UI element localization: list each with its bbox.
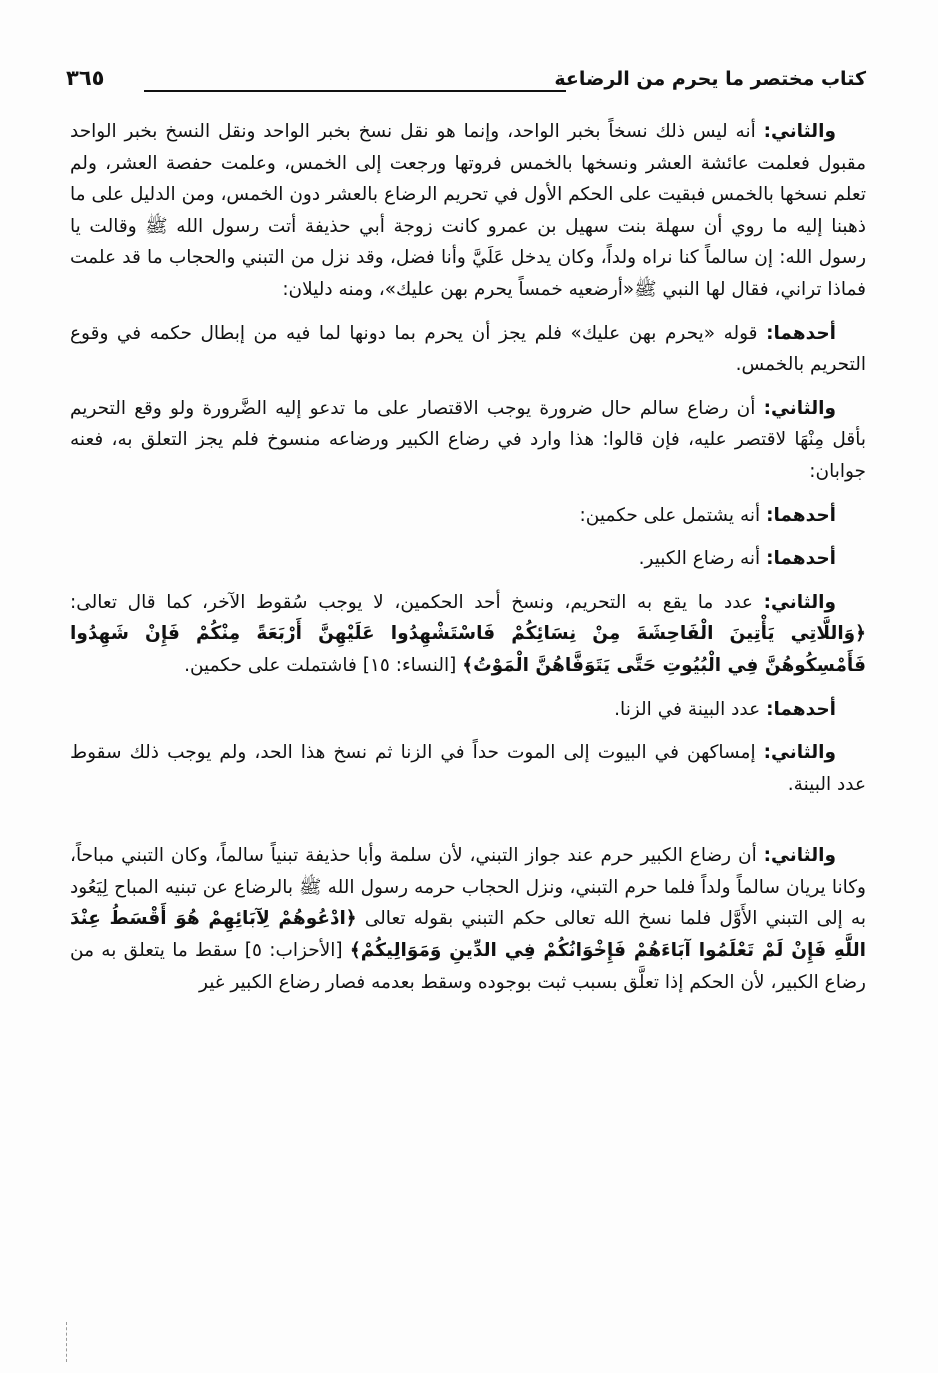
paragraph-lead: والثاني: [763,121,836,142]
paragraph-6 [70,587,866,682]
quran-verse: ﴿وَاللَّاتِي يَأْتِينَ الْفَاحِشَةَ مِنْ نِسَائِكُمْ فَاسْتَشْهِدُوا عَلَيْهِنَّ أَرْبَعَةً مِنْكُمْ فَإِنْ شَهِدُوا فَأَمْسِكُوهُنَّ فِي الْبُيُوتِ حَتَّى يَتَوَفَّاهُنَّ الْمَوْتُ﴾ [70,623,866,676]
scan-margin-mark [66,1322,69,1362]
verse-citation: [النساء: ١٥] فاشتملت على حكمين. [184,654,457,676]
paragraph-text: أنه يشتمل على حكمين: [579,504,761,526]
paragraph-lead: أحدهما: [766,548,836,570]
paragraph-8 [70,737,866,800]
paragraph-text: أنه رضاع الكبير. [638,548,761,570]
paragraph-text: إمساكهن في البيوت إلى الموت حداً في الزنا ثم نسخ هذا الحد، ولم يوجب ذلك سقوط عدد البينة. [70,742,866,795]
quran-verse: ﴿ادْعُوهُمْ لِآبَائِهِمْ هُوَ أَقْسَطُ عِنْدَ اللَّهِ فَإِنْ لَمْ تَعْلَمُوا آبَاءَهُمْ فَإِخْوَانُكُمْ فِي الدِّينِ وَمَوَالِيكُمْ﴾ [70,908,866,962]
paragraph-lead: والثاني: [763,742,836,764]
paragraph-text: أنه ليس ذلك نسخاً بخبر الواحد، وإنما هو نقل نسخ بخبر الواحد ونقل النسخ بخبر الواحد مقبول فعلمت عائشة العشر ونسخها بالخمس فروتها ورجعت إلى الخمس، وعلمت حفصة العشر، ولم تعلم نسخها بالخمس فبقيت على الحكم الأول في تحريم الرضاع بالعشر دون الخمس، ومن الدليل على ما ذهبنا إليه ما روي أن سهلة بنت سهيل بن عمرو كانت زوجة أبي حذيفة أتت رسول الله ﷺ وقالت يا رسول الله: إن سالماً كنا نراه ولداً، وكان يدخل عَلَيَّ وأنا فضل، وقد نزل من التبني والحجاب ما قد علمت فماذا تراني، فقال لها النبي ﷺ«أرضعيه خمساً يحرم بهن عليك»، ومنه دليلان: [70,121,866,300]
page-number: ٣٦٥ [66,66,105,90]
paragraph-text: عدد ما يقع به التحريم، ونسخ أحد الحكمين، لا يوجب سُقوط الآخر، كما قال تعالى: [70,591,753,613]
paragraph-text: عدد البينة في الزنا. [614,698,761,720]
paragraph-3 [70,393,866,488]
running-title: كتاب مختصر ما يحرم من الرضاعة [554,68,866,90]
paragraph-9 [70,840,866,998]
paragraph-5 [70,543,866,575]
verse-citation: [الأحزاب: ٥] سقط ما يتعلق به من رضاع الكبير، لأن الحكم إذا تعلَّق بسبب ثبت بوجوده وسقط بعدمه فصار رضاع الكبير غير [70,940,866,993]
paragraph-lead: والثاني: [763,397,836,419]
paragraph-2 [70,318,866,381]
text-body [70,116,866,1333]
paragraph-7 [70,694,866,726]
paragraph-1 [70,116,866,306]
header-rule [144,90,566,92]
paragraph-lead: والثاني: [763,845,836,867]
paragraph-lead: والثاني: [763,591,836,613]
paragraph-lead: أحدهما: [766,322,836,344]
paragraph-lead: أحدهما: [766,698,836,720]
paragraph-lead: أحدهما: [766,504,836,526]
paragraph-text: أن رضاع سالم حال ضرورة يوجب الاقتصار على ما تدعو إليه الضَّرورة ولو وقع التحريم بأقل مِنْهَا لاقتصر عليه، فإن قالوا: هذا وارد في رضاع الكبير ورضاعه منسوخ فلم يجز التعلق به، فعنه جوابان: [70,397,866,482]
page-header [66,68,866,108]
paragraph-4 [70,500,866,532]
paragraph-text: قوله «يحرم بهن عليك» فلم يجز أن يحرم بما دونها لما فيه من إبطال حكمه في وقوع التحريم بالخمس. [70,322,866,376]
paragraph-text: أن رضاع الكبير حرم عند جواز التبني، لأن سلمة وأبا حذيفة تبنياً سالماً، وكان التبني مباحاً، وكانا يريان سالماً ولداً فلما حرم التبني، ونزل الحجاب حرمه رسول الله ﷺ بالرضاع عن تبنيه المباح لِيَعُود به إلى التبني الأَوَّل فلما نسخ الله تعالى حكم التبني بقوله تعالى [70,845,866,930]
